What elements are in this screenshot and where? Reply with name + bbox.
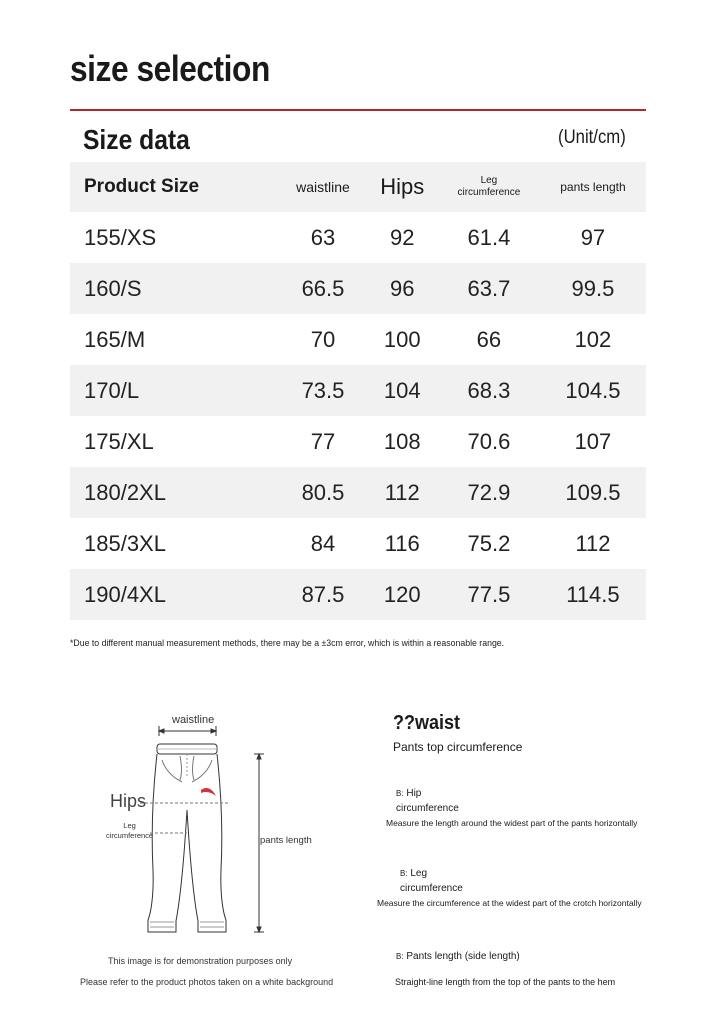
cell-pants-length: 104.5 (565, 377, 621, 403)
header-leg-line2: circumference (457, 187, 521, 198)
hip-title-line1: Hip (406, 788, 422, 799)
waist-marker: ?? (393, 712, 415, 734)
cell-waistline: 66.5 (301, 275, 345, 301)
cell-hips: 92 (390, 224, 415, 250)
cell-size: 185/3XL (84, 530, 166, 556)
cell-pants-length: 99.5 (571, 275, 615, 301)
leg-marker: B: (400, 869, 408, 878)
leg-title-line1: Leg (410, 868, 428, 879)
table-row (70, 518, 646, 569)
header-leg-line1: Leg (480, 175, 498, 186)
cell-leg: 77.5 (467, 581, 511, 607)
cell-size: 170/L (84, 377, 140, 403)
pants-illustration (70, 700, 370, 1000)
cell-pants-length: 102 (574, 326, 612, 352)
leg-title-line2: circumference (400, 883, 463, 894)
cell-leg: 68.3 (467, 377, 511, 403)
pants-diagram (70, 700, 370, 1000)
waist-title-text: waist (414, 712, 461, 734)
size-table (70, 162, 646, 620)
cell-waistline: 77 (310, 428, 336, 454)
cell-waistline: 84 (310, 530, 336, 556)
leg-definition-desc: Measure the circumference at the widest part of the crotch horizontally (377, 898, 642, 908)
cell-hips: 120 (383, 581, 421, 607)
cell-size: 155/XS (84, 224, 157, 250)
brand-logo-mark (201, 788, 216, 796)
cell-pants-length: 114.5 (566, 581, 620, 607)
cell-waistline: 87.5 (301, 581, 345, 607)
pants-outline (148, 744, 226, 932)
cell-size: 165/M (84, 326, 146, 352)
diagram-leg-line2: circumference (106, 831, 154, 840)
cell-hips: 100 (383, 326, 421, 352)
diagram-leg-line1: Leg (123, 821, 136, 830)
cell-pants-length: 107 (574, 428, 612, 454)
cell-waistline: 80.5 (301, 479, 345, 505)
waist-definition-desc: Pants top circumference (393, 740, 523, 754)
leg-definition-title (400, 866, 463, 896)
unit-label: (Unit/cm) (558, 127, 626, 148)
cell-pants-length: 112 (575, 530, 611, 556)
title-divider (70, 109, 646, 111)
header-hips: Hips (380, 174, 425, 199)
header-size: Product Size (84, 176, 200, 197)
pants-length-definition-title (396, 951, 520, 962)
diagram-hips-label: Hips (110, 791, 147, 811)
pants-length-marker: B: (396, 952, 404, 961)
diagram-leg-label (106, 821, 153, 841)
cell-size: 190/4XL (84, 581, 166, 607)
cell-size: 175/XL (84, 428, 154, 454)
cell-hips: 108 (383, 428, 421, 454)
header-pants-length: pants length (560, 180, 626, 194)
table-header-row (70, 162, 646, 212)
hip-definition-title (396, 786, 459, 816)
hip-marker: B: (396, 789, 404, 798)
cell-leg: 72.9 (467, 479, 511, 505)
measurement-footnote: *Due to different manual measurement methods, there may be a ±3cm error, which is within a reasonable range. (70, 638, 505, 649)
diagram-caption-reference: Please refer to the product photos taken on a white background (80, 977, 334, 987)
table-row (70, 212, 646, 263)
cell-leg: 75.2 (467, 530, 511, 556)
cell-leg: 61.4 (467, 224, 511, 250)
diagram-caption-demo: This image is for demonstration purposes only (108, 956, 293, 966)
cell-pants-length: 109.5 (565, 479, 621, 505)
pants-length-title-text: Pants length (side length) (406, 951, 520, 962)
waist-definition-title (393, 712, 460, 735)
cell-hips: 104 (383, 377, 421, 403)
pants-length-definition-desc: Straight-line length from the top of the pants to the hem (395, 977, 616, 987)
cell-waistline: 63 (310, 224, 336, 250)
cell-size: 160/S (84, 275, 142, 301)
cell-leg: 70.6 (467, 428, 511, 454)
section-title: Size data (83, 124, 190, 155)
cell-size: 180/2XL (84, 479, 166, 505)
table-row (70, 314, 646, 365)
diagram-pants-length-label: pants length (260, 835, 312, 846)
diagram-waistline-label: waistline (172, 714, 215, 726)
table-row (70, 263, 646, 314)
cell-leg: 66 (476, 326, 502, 352)
page-title: size selection (70, 48, 270, 89)
cell-hips: 96 (390, 275, 415, 301)
waistline-dimension (159, 726, 216, 736)
cell-leg: 63.7 (467, 275, 511, 301)
cell-hips: 116 (384, 530, 420, 556)
hip-title-line2: circumference (396, 803, 459, 814)
cell-pants-length: 97 (580, 224, 606, 250)
cell-waistline: 73.5 (301, 377, 345, 403)
cell-hips: 112 (384, 479, 420, 505)
table-row (70, 416, 646, 467)
table-row (70, 569, 646, 620)
table-row (70, 365, 646, 416)
table-row (70, 467, 646, 518)
hip-definition-desc: Measure the length around the widest part of the pants horizontally (386, 818, 638, 828)
cell-waistline: 70 (310, 326, 336, 352)
header-waistline: waistline (296, 179, 350, 195)
header-leg-circumference (438, 162, 540, 212)
